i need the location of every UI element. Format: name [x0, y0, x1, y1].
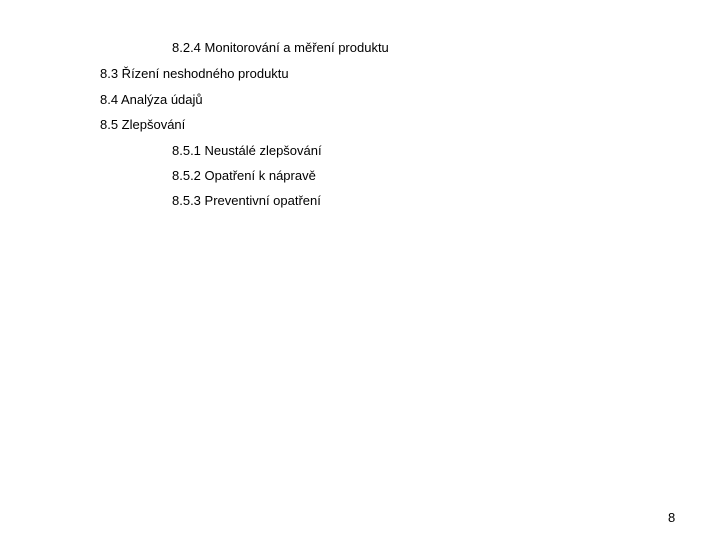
- toc-item-8-2-4: 8.2.4 Monitorování a měření produktu: [172, 40, 389, 55]
- toc-item-8-5-1: 8.5.1 Neustálé zlepšování: [172, 143, 322, 158]
- page-number: 8: [668, 510, 676, 525]
- toc-item-8-5-3: 8.5.3 Preventivní opatření: [172, 193, 321, 208]
- toc-item-8-3: 8.3 Řízení neshodného produktu: [100, 66, 289, 81]
- toc-item-8-5: 8.5 Zlepšování: [100, 117, 186, 132]
- toc-item-8-4: 8.4 Analýza údajů: [100, 92, 203, 107]
- toc-item-8-5-2: 8.5.2 Opatření k nápravě: [172, 168, 316, 183]
